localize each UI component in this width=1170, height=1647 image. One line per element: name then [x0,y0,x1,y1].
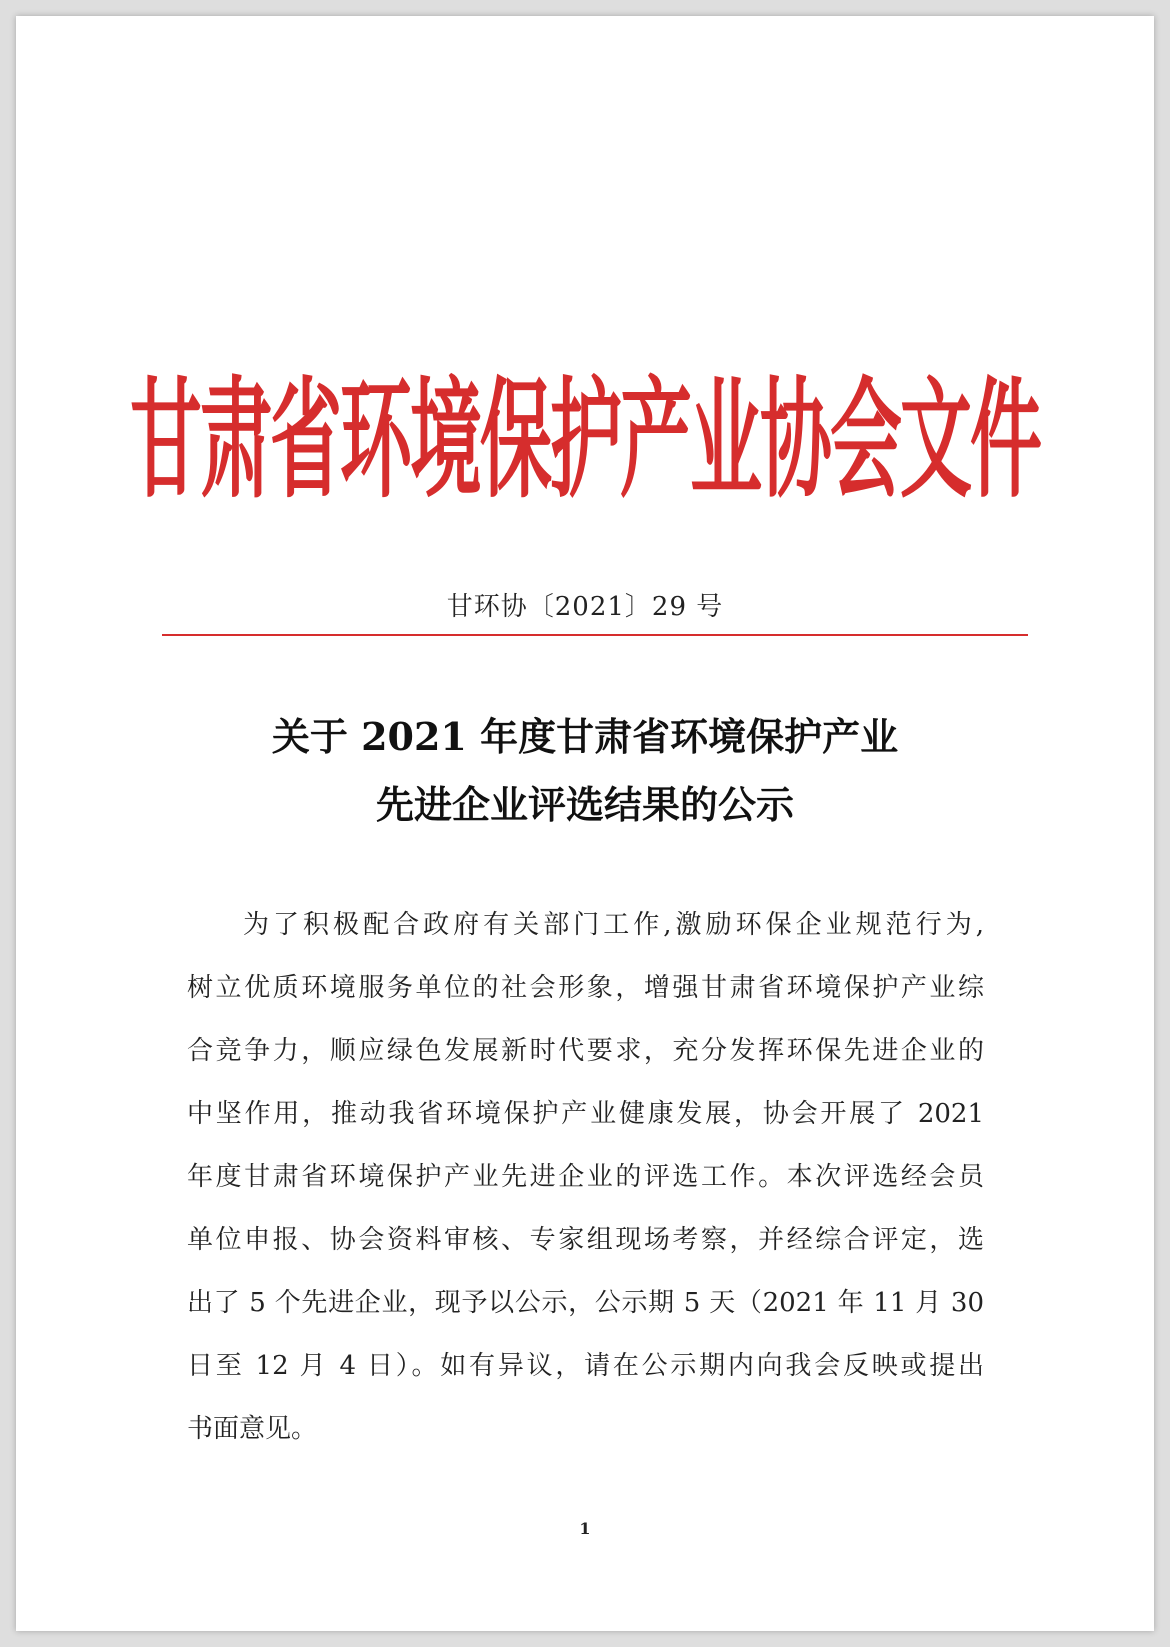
body-line: 年度甘肃省环境保护产业先进企业的评选工作。本次评选经会员 [187,1162,984,1192]
red-divider-line [162,634,1028,636]
body-line: 出了 5 个先进企业，现予以公示，公示期 5 天（2021 年 11 月 30 [187,1288,984,1318]
body-line: 中坚作用，推动我省环境保护产业健康发展，协会开展了 2021 [187,1099,984,1129]
document-number: 甘环协〔2021〕29 号 [446,592,724,622]
page-number: 1 [579,1519,591,1538]
body-line: 单位申报、协会资料审核、专家组现场考察，并经综合评定，选 [187,1225,984,1255]
body-line: 树立优质环境服务单位的社会形象，增强甘肃省环境保护产业综 [187,973,984,1003]
body-line: 日至 12 月 4 日）。如有异议，请在公示期内向我会反映或提出 [187,1351,984,1381]
body-line: 合竞争力，顺应绿色发展新时代要求，充分发挥环保先进企业的 [187,1036,984,1066]
masthead-title: 甘肃省环境保护产业协会文件 [129,364,1040,516]
body-line: 为了积极配合政府有关部门工作,激励环保企业规范行为, [243,910,984,940]
notice-title-line-2: 先进企业评选结果的公示 [375,782,794,827]
notice-title-line-1: 关于 2021 年度甘肃省环境保护产业 [271,714,899,759]
body-line: 书面意见。 [187,1414,318,1444]
